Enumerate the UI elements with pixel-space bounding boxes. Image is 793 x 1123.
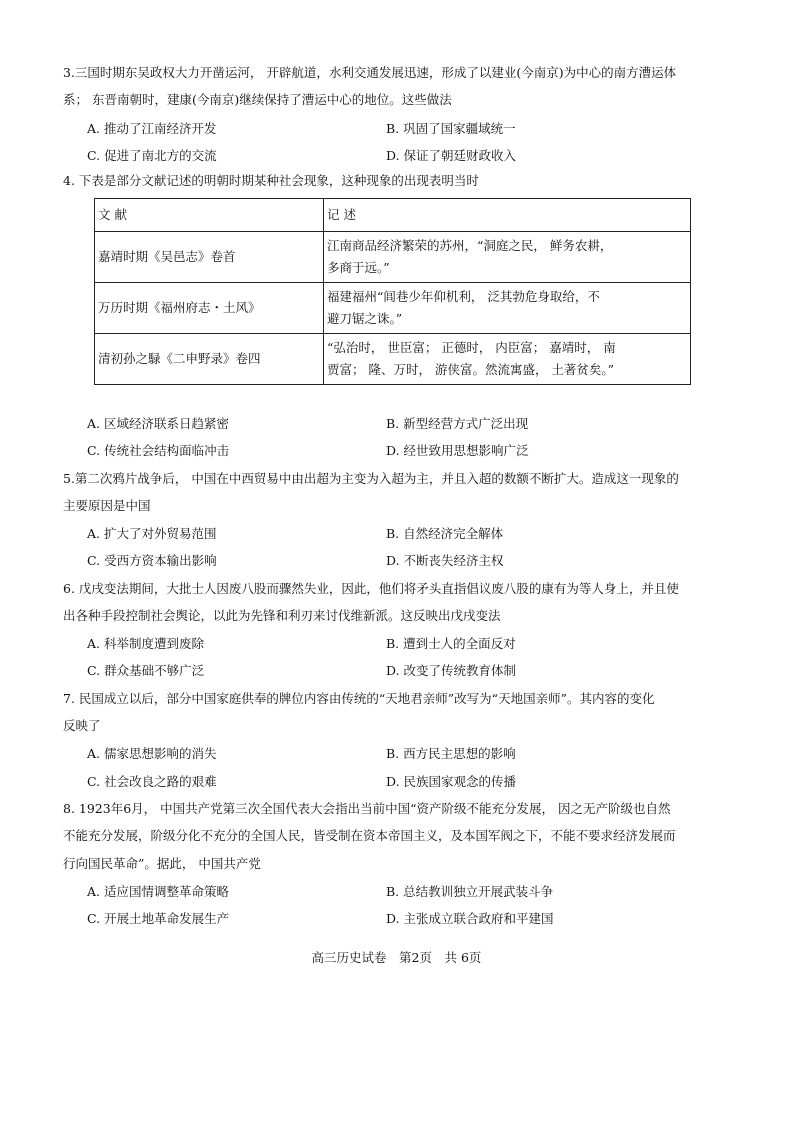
question-4-table	[94, 198, 691, 385]
question-4-option-d: D. 经世致用思想影响广泛	[386, 443, 529, 458]
table-cell-document: 清初孙之騄《二申野录》卷四	[95, 334, 324, 385]
question-8-stem-line-3: 行向国民革命”。据此， 中国共产党	[63, 856, 261, 871]
record-line: 避刀锯之诛。”	[327, 311, 403, 326]
question-7-stem-line-1: 7. 民国成立以后，部分中国家庭供奉的牌位内容由传统的“天地君亲师”改写为“天地国亲师”。其内容的变化	[63, 691, 655, 706]
table-header-document: 文 献	[95, 199, 324, 232]
question-3-stem-line-2: 系； 东晋南朝时，建康(今南京)继续保持了漕运中心的地位。这些做法	[63, 92, 452, 107]
question-4-option-b: B. 新型经营方式广泛出现	[386, 416, 529, 431]
question-8-option-b: B. 总结教训独立开展武装斗争	[386, 884, 554, 899]
question-8-option-d: D. 主张成立联合政府和平建国	[386, 911, 554, 926]
question-6-option-b: B. 遭到士人的全面反对	[386, 636, 516, 651]
question-8-stem-line-1: 8. 1923年6月， 中国共产党第三次全国代表大会指出当前中国“资产阶级不能充分发展， 因之无产阶级也自然	[63, 801, 671, 816]
question-6-stem-line-2: 出各种手段控制社会舆论，以此为先锋和利刃来讨伐维新派。这反映出戊戌变法	[63, 608, 501, 623]
question-3-option-d: D. 保证了朝廷财政收入	[386, 148, 517, 163]
table-header-row	[95, 199, 691, 232]
question-5-stem-line-1: 5.第二次鸦片战争后， 中国在中西贸易中由出超为主变为入超为主，并且入超的数额不断扩大。造成这一现象的	[63, 471, 679, 486]
question-3-option-c: C. 促进了南北方的交流	[87, 148, 217, 163]
question-3-option-b: B. 巩固了国家疆域统一	[386, 121, 516, 136]
question-5-stem-line-2: 主要原因是中国	[63, 498, 151, 513]
question-5-option-b: B. 自然经济完全解体	[386, 526, 504, 541]
question-8-option-c: C. 开展土地革命发展生产	[87, 911, 230, 926]
table-cell-record	[324, 232, 691, 283]
record-line: “弘治时， 世臣富； 正德时， 内臣富； 嘉靖时， 南	[327, 340, 616, 355]
table-row	[95, 283, 691, 334]
question-8-stem-line-2: 不能充分发展，阶级分化不充分的全国人民，皆受制在资本帝国主义，及本国军阀之下，不能不要求经济发展而	[63, 828, 676, 843]
question-7-stem-line-2: 反映了	[63, 718, 101, 733]
record-line: 多商于远。”	[327, 260, 390, 275]
question-4-option-c: C. 传统社会结构面临冲击	[87, 443, 230, 458]
table-row	[95, 334, 691, 385]
question-3-option-a: A. 推动了江南经济开发	[87, 121, 217, 136]
question-7-option-c: C. 社会改良之路的艰难	[87, 774, 217, 789]
table-cell-record	[324, 334, 691, 385]
question-4-stem-line-1: 4. 下表是部分文献记述的明朝时期某种社会现象，这种现象的出现表明当时	[63, 173, 479, 188]
question-8-option-a: A. 适应国情调整革命策略	[87, 884, 229, 899]
table-cell-document: 嘉靖时期《吴邑志》卷首	[95, 232, 324, 283]
table-cell-document: 万历时期《福州府志・土风》	[95, 283, 324, 334]
record-line: 贾富； 隆、万时， 游侠富。然流寓盛， 土著贫矣。”	[327, 362, 615, 377]
question-6-option-c: C. 群众基础不够广泛	[87, 663, 205, 678]
table-cell-record	[324, 283, 691, 334]
question-6-option-a: A. 科举制度遭到废除	[87, 636, 204, 651]
table-row	[95, 232, 691, 283]
question-7-option-b: B. 西方民主思想的影响	[386, 746, 516, 761]
question-5-option-d: D. 不断丧失经济主权	[386, 553, 504, 568]
question-5-option-a: A. 扩大了对外贸易范围	[87, 526, 217, 541]
table-header-record: 记 述	[324, 199, 691, 232]
page-footer: 高三历史试卷 第2页 共 6页	[311, 950, 482, 965]
record-line: 福建福州“闾巷少年仰机利， 泛其勃危身取给，不	[327, 289, 600, 304]
question-5-option-c: C. 受西方资本输出影响	[87, 553, 217, 568]
question-6-option-d: D. 改变了传统教育体制	[386, 663, 517, 678]
record-line: 江南商品经济繁荣的苏州，“洞庭之民， 鲜务农耕，	[327, 238, 613, 253]
question-3-stem-line-1: 3.三国时期东吴政权大力开凿运河， 开辟航道，水利交通发展迅速，形成了以建业(今南京)为中心的南方漕运体	[63, 65, 677, 80]
question-7-option-d: D. 民族国家观念的传播	[386, 774, 517, 789]
question-7-option-a: A. 儒家思想影响的消失	[87, 746, 217, 761]
question-4-option-a: A. 区域经济联系日趋紧密	[87, 416, 229, 431]
question-6-stem-line-1: 6. 戊戌变法期间，大批士人因废八股而骤然失业，因此，他们将矛头直指倡议废八股的康有为等人身上，并且使	[63, 581, 679, 596]
